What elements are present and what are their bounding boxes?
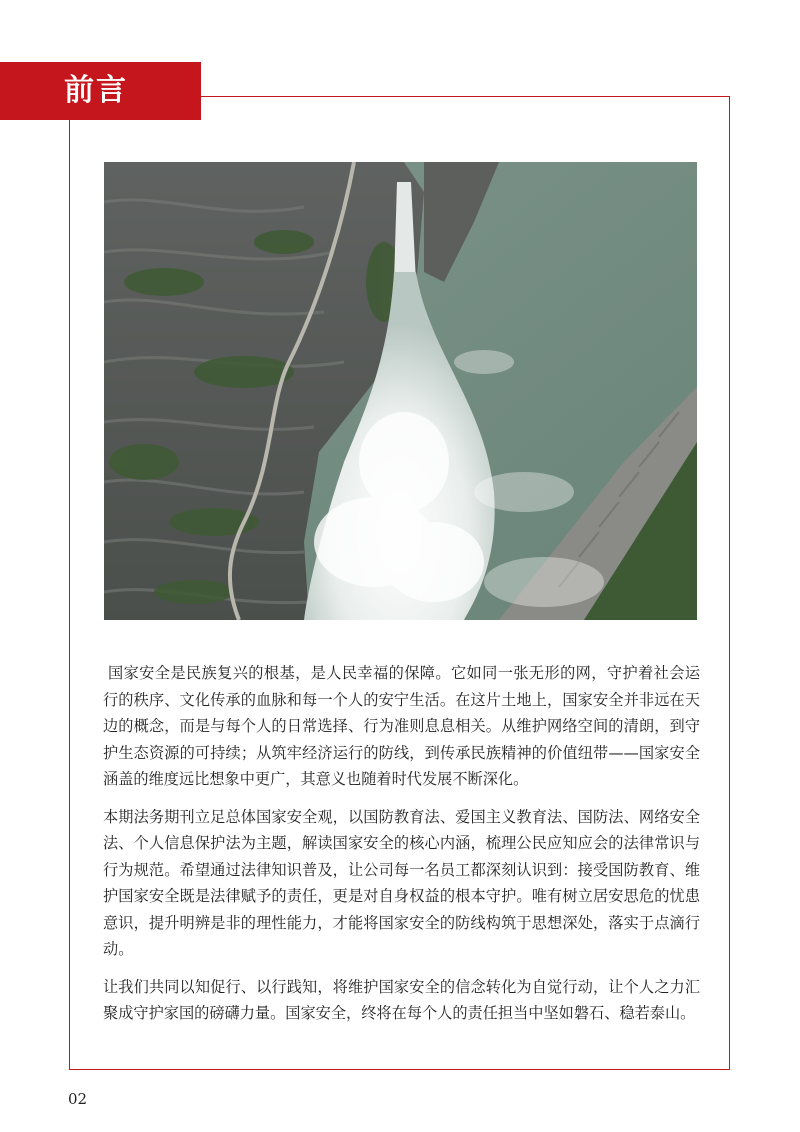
page-title: 前言 xyxy=(64,73,128,108)
paragraph-3: 让我们共同以知促行、以行践知，将维护国家安全的信念转化为自觉行动，让个人之力汇聚成守护家国的磅礴力量。国家安全，终将在每个人的责任担当中坚如磐石、稳若泰山。 xyxy=(103,977,700,1022)
dam-spillway-photo xyxy=(104,162,697,620)
paragraph-2: 本期法务期刊立足总体国家安全观，以国防教育法、爱国主义教育法、国防法、网络安全法、个人信息保护法为主题，解读国家安全的核心内涵，梳理公民应知应会的法律常识与行为规范。希望通过法律知识普及，让公司每一名员工都深刻认识到：接受国防教育、维护国家安全既是法律赋予的责任，更是对自身权益的根本守护。唯有树立居安思危的忧患意识，提升明辨是非的理性能力，才能将国家安全的防线构筑于思想深处，落实于点滴行动。 xyxy=(103,807,700,958)
paragraph-1: 国家安全是民族复兴的根基，是人民幸福的保障。它如同一张无形的网，守护着社会运行的秩序、文化传承的血脉和每一个人的安宁生活。在这片土地上，国家安全并非远在天边的概念，而是与每个人的日常选择、行为准则息息相关。从维护网络空间的清朗，到守护生态资源的可持续；从筑牢经济运行的防线，到传承民族精神的价值纽带——国家安全涵盖的维度远比想象中更广，其意义也随着时代发展不断深化。 xyxy=(103,664,700,788)
page-number: 02 xyxy=(68,1090,88,1108)
preface-body xyxy=(103,660,700,1038)
